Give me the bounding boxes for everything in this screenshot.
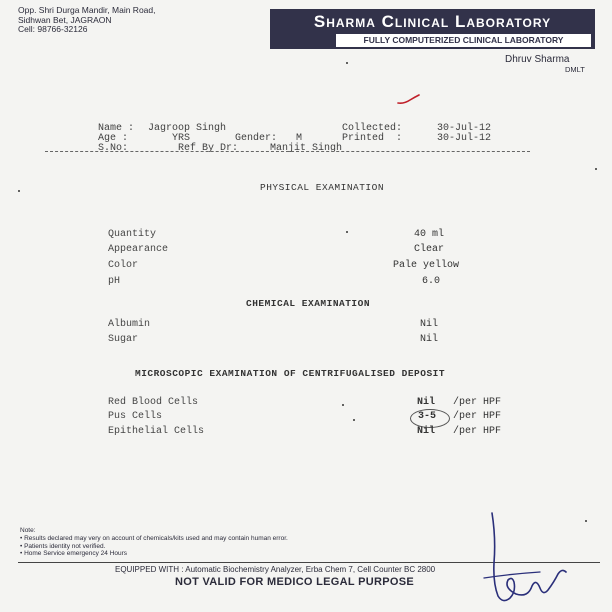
albumin-label: Albumin — [108, 319, 151, 330]
pus-cells-unit: /per HPF — [453, 411, 502, 422]
color-value: Pale yellow — [393, 260, 460, 271]
divider — [45, 151, 530, 152]
albumin-value: Nil — [420, 319, 439, 330]
age-unit: YRS — [172, 133, 191, 144]
epithelial-value: Nil — [417, 426, 436, 437]
notes-block — [20, 527, 288, 558]
chemical-exam-title: CHEMICAL EXAMINATION — [246, 298, 371, 309]
epithelial-label: Epithelial Cells — [108, 426, 205, 437]
address-line: Sidhwan Bet, JAGRAON — [18, 14, 112, 25]
microscopic-exam-title: MICROSCOPIC EXAMINATION OF CENTRIFUGALISED DEPOSIT — [135, 368, 446, 379]
scan-speck — [18, 190, 20, 192]
appearance-value: Clear — [414, 244, 445, 255]
ref-label: Ref By Dr: — [178, 143, 239, 154]
gender-value: M — [296, 133, 303, 144]
color-label: Color — [108, 260, 139, 271]
collected-label: Collected: — [342, 123, 403, 134]
note-line: • Home Service emergency 24 Hours — [20, 550, 128, 558]
age-label: Age : — [98, 133, 129, 144]
note-line: • Results declared may very on account of chemicals/kits used and may contain human error. — [20, 534, 288, 542]
collected-date: 30-Jul-12 — [437, 123, 492, 134]
doctor-degree: DMLT — [565, 65, 585, 74]
sugar-label: Sugar — [108, 334, 139, 345]
note-line: Note: — [20, 527, 36, 534]
quantity-label: Quantity — [108, 229, 157, 240]
rbc-label: Red Blood Cells — [108, 397, 199, 408]
ph-value: 6.0 — [422, 276, 441, 287]
equipment-line: EQUIPPED WITH : Automatic Biochemistry Analyzer, Erba Chem 7, Cell Counter BC 2800 — [115, 565, 436, 574]
appearance-label: Appearance — [108, 244, 169, 255]
scan-speck — [346, 231, 348, 233]
sugar-value: Nil — [420, 334, 439, 345]
ref-doctor: Manjit Singh — [270, 143, 343, 154]
scan-speck — [353, 419, 355, 421]
rbc-value: Nil — [417, 397, 436, 408]
quantity-value: 40 ml — [414, 229, 445, 240]
doctor-name: Dhruv Sharma — [505, 54, 570, 65]
sno-label: S.No: — [98, 143, 129, 154]
epithelial-unit: /per HPF — [453, 426, 502, 437]
pen-mark-icon — [396, 94, 422, 106]
gender-label: Gender: — [235, 133, 278, 144]
patient-name: Jagroop Singh — [148, 123, 227, 134]
pus-cells-label: Pus Cells — [108, 411, 163, 422]
pus-cells-value: 3-5 — [418, 411, 437, 422]
lab-name: Sharma Clinical Laboratory — [313, 12, 552, 31]
legal-disclaimer: NOT VALID FOR MEDICO LEGAL PURPOSE — [175, 576, 414, 588]
name-label: Name : — [98, 123, 135, 134]
scan-speck — [585, 520, 587, 522]
rbc-unit: /per HPF — [453, 397, 502, 408]
address-line: Cell: 98766-32126 — [18, 24, 88, 34]
lab-address — [18, 6, 155, 35]
signature-icon — [470, 508, 580, 608]
printed-date: 30-Jul-12 — [437, 133, 492, 144]
note-line: • Patients identity not verified. — [20, 542, 106, 550]
scan-speck — [595, 168, 597, 170]
printed-label: Printed : — [342, 133, 403, 144]
address-line: Opp. Shri Durga Mandir, Main Road, — [18, 5, 156, 15]
scan-speck — [342, 404, 344, 406]
scan-speck — [346, 62, 348, 64]
ph-label: pH — [108, 276, 121, 287]
lab-tagline: FULLY COMPUTERIZED CLINICAL LABORATORY — [336, 34, 591, 47]
lab-logo-banner — [270, 9, 595, 49]
physical-exam-title: PHYSICAL EXAMINATION — [260, 182, 385, 193]
